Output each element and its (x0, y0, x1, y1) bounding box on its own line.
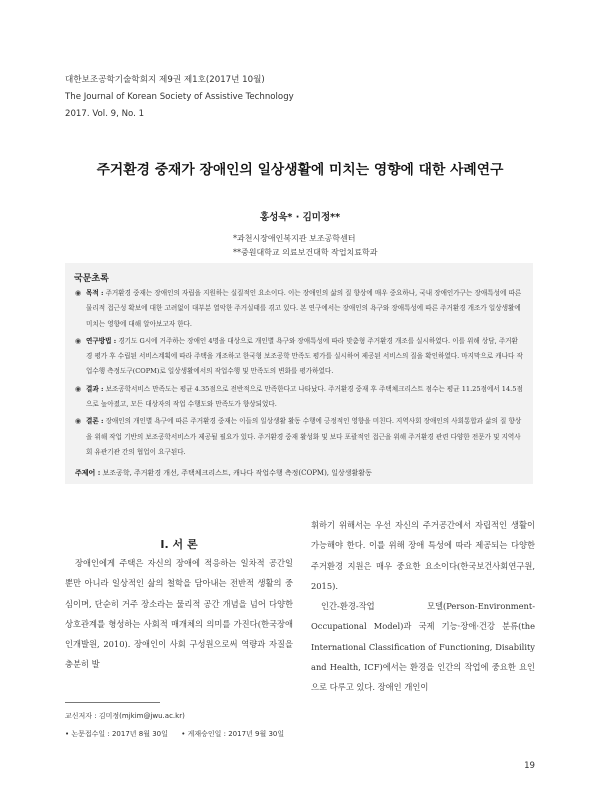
abstract-purpose-text: 주거환경 중재는 장애인의 자립을 지원하는 실질적인 요소이다. 이는 장애인의 삶의 질 향상에 매우 중요하나, 국내 장애인가구는 장애특성에 따른 물리적 접근성 확보에 대한 고려없이 대부분 열악한 주거실태를 겪고 있다. 본 연구에서는 장애인의 욕구와 장애특성에 따른 주거환경 개조가 일상생활에 미치는 영향에 대해 알아보고자 한다. (86, 289, 522, 328)
received-date: • 논문접수일 : 2017년 8월 30일 (65, 730, 168, 738)
paper-title: 주거환경 중재가 장애인의 일상생활에 미치는 영향에 대한 사례연구 (96, 162, 504, 178)
abstract-results-label: 결과 : (86, 384, 104, 393)
abstract-conclusion-label: 결론 : (86, 417, 104, 426)
abstract-conclusion-text: 장애인의 개인별 욕구에 따른 주거환경 중재는 이들의 일상생활 활동 수행에 긍정적인 영향을 미친다. 지역사회 장애인의 사회통합과 삶의 질 향상을 위해 작업 기반의 보조공학서비스가 제공될 필요가 있다. 주거환경 중재 활성화 및 보다 포괄적인 접근을 위해 주거환경 관련 다양한 전문가 및 지역사회 유관기관 간의 협업이 요구된다. (86, 417, 522, 456)
abstract-methods-text: 경기도 G시에 거주하는 장애인 4명을 대상으로 개인별 욕구와 장애특성에 따라 맞춤형 주거환경 개조를 실시하였다. 이를 위해 상담, 주거환경 평가 후 수립된 서비스계획에 따라 주택을 개조하고 한국형 보조공학 만족도 평가를 실시하여 제공된 서비스의 질을 확인하였다. 마지막으로 캐나다 작업수행 측정도구(COPM)로 일상생활에서의 작업수행 및 만족도의 변화를 평가하였다. (86, 336, 523, 376)
abstract-purpose (75, 286, 523, 332)
journal-volume: 2017. Vol. 9, No. 1 (65, 109, 145, 119)
abstract-results (75, 382, 523, 413)
journal-name-english: The Journal of Korean Society of Assistive Technology (65, 92, 294, 102)
affiliations (233, 232, 377, 260)
bullet-icon: ◉ (75, 336, 82, 345)
body-column-right (311, 515, 535, 698)
abstract-methods-label: 연구방법 : (86, 336, 117, 345)
page-number: 19 (524, 761, 535, 771)
body-paragraph-1: 휘하기 위해서는 우선 자신의 주거공간에서 자립적인 생활이 가능해야 한다. 이를 위해 장애 특성에 따라 제공되는 다양한 주거환경 지원은 매우 중요한 요소이다(한국보건사회연구원, 2015). (311, 520, 535, 591)
authors: 홍성욱* · 김미정** (259, 212, 341, 223)
abstract-methods (75, 334, 523, 380)
keywords-label: 주제어 : (75, 468, 101, 477)
abstract-box (65, 263, 533, 484)
footnote-divider (65, 702, 160, 703)
bullet-icon: ◉ (75, 289, 82, 297)
abstract-results-text: 보조공학서비스 만족도는 평균 4.35점으로 전반적으로 만족한다고 나타났다. 주거환경 중재 후 주택체크리스트 점수는 평균 11.25점에서 14.5점으로 높아졌고, 모든 대상자의 작업 수행도와 만족도가 향상되었다. (86, 384, 523, 409)
abstract-heading: 국문초록 (74, 274, 109, 284)
journal-header (65, 72, 294, 123)
keywords (75, 468, 372, 478)
section-heading: I. 서 론 (160, 538, 198, 551)
footnote (65, 707, 284, 743)
affiliation-1: *과천시장애인복지관 보조공학센터 (233, 234, 356, 243)
journal-name-korean: 대한보조공학기술학회지 제9권 제1호(2017년 10월) (65, 75, 265, 85)
bullet-icon: ◉ (75, 417, 82, 426)
body-paragraph-2: 인간-환경-작업 모델(Person-Environment-Occupational Model)과 국제 기능·장애·건강 분류(the International Classification of Functioning, Disability and Health, ICF)에서는 환경을 인간의 작업에 중요한 요인으로 다루고 있다. 장애인 개인이 (311, 601, 535, 693)
affiliation-2: **중원대학교 의료보건대학 작업치료학과 (233, 248, 378, 257)
accepted-date: • 게재승인일 : 2017년 9월 30일 (181, 730, 285, 738)
corresponding-author: 교신저자 : 김미정(mjkim@jwu.ac.kr) (65, 712, 185, 720)
abstract-purpose-label: 목적 : (86, 289, 104, 297)
abstract-conclusion (75, 414, 523, 460)
bullet-icon: ◉ (75, 384, 82, 393)
body-column-left: 장애인에게 주택은 자신의 장애에 적응하는 일차적 공간일 뿐만 아니라 일상적인 삶의 철학을 담아내는 전반적 생활의 중심이며, 단순히 거주 장소라는 물리적 공간 개념을 넘어 다양한 상호관계를 형성하는 사회적 매개체의 의미를 가진다(한국장애인개발원, 2010). 장애인이 사회 구성원으로써 역량과 자질을 충분히 발 (65, 558, 293, 670)
dates (65, 725, 284, 743)
keywords-text: 보조공학, 주거환경 개선, 주택체크리스트, 캐나다 작업수행 측정(COPM), 일상생활활동 (100, 469, 372, 477)
